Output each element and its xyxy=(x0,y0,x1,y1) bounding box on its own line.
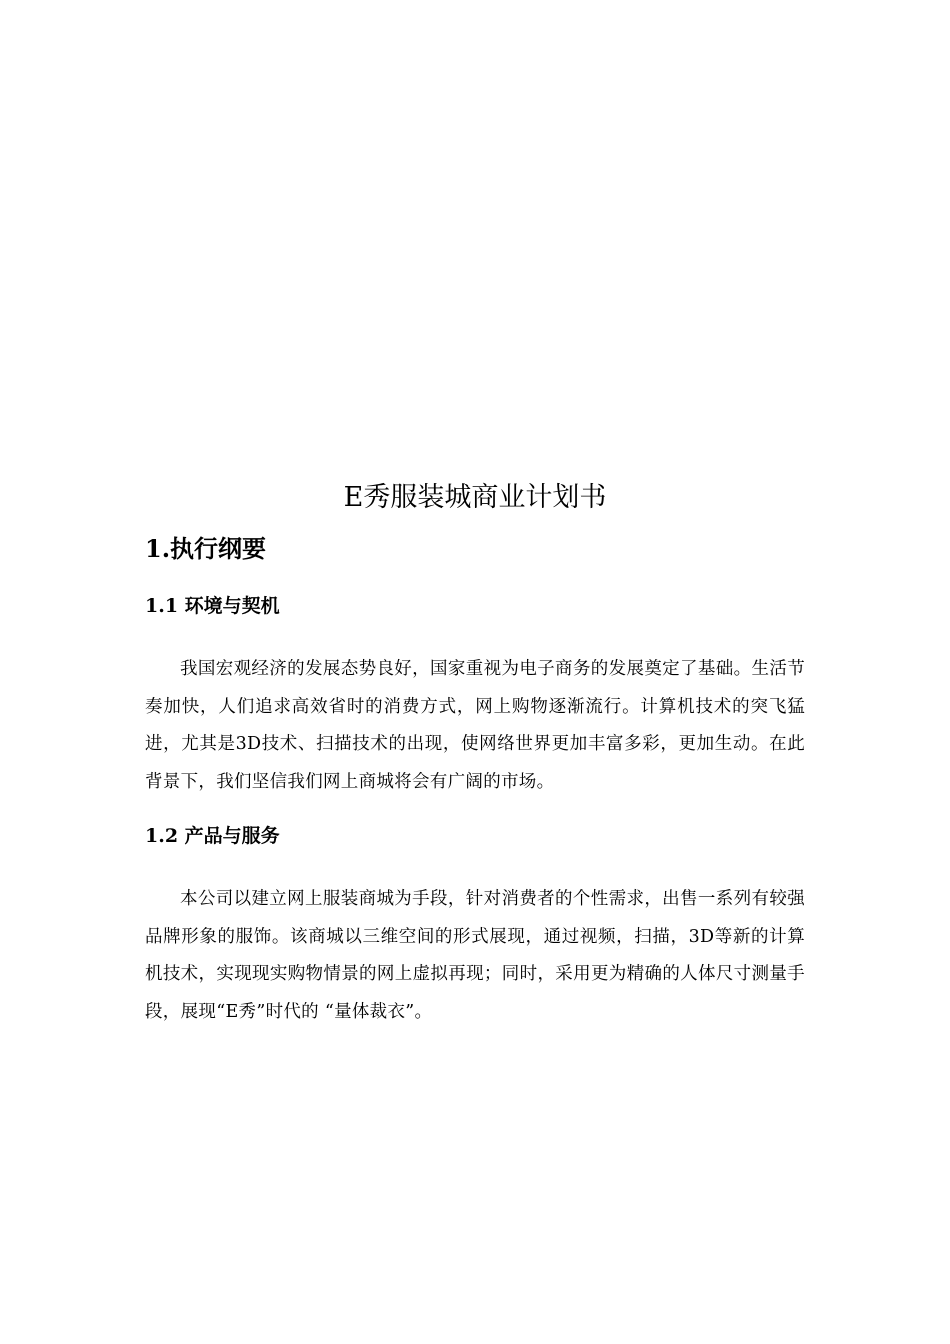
section-heading-executive-summary: 1.执行纲要 xyxy=(145,534,267,563)
document-title: E秀服装城商业计划书 xyxy=(343,482,607,513)
subsection-heading-environment: 1.1 环境与契机 xyxy=(145,595,280,617)
paragraph-environment: 我国宏观经济的发展态势良好，国家重视为电子商务的发展奠定了基础。生活节奏加快，人们追求高效省时的消费方式，网上购物逐渐流行。计算机技术的突飞猛进，尤其是3D技术、扫描技术的出现，使网络世界更加丰富多彩，更加生动。在此背景下，我们坚信我们网上商城将会有广阔的市场。 xyxy=(145,659,805,792)
paragraph-products: 本公司以建立网上服装商城为手段，针对消费者的个性需求，出售一系列有较强品牌形象的服饰。该商城以三维空间的形式展现，通过视频，扫描，3D等新的计算机技术，实现现实购物情景的网上虚拟再现；同时，采用更为精确的人体尺寸测量手段，展现“E秀”时代的 “量体裁衣”。 xyxy=(145,889,805,1022)
subsection-heading-products: 1.2 产品与服务 xyxy=(145,825,280,847)
